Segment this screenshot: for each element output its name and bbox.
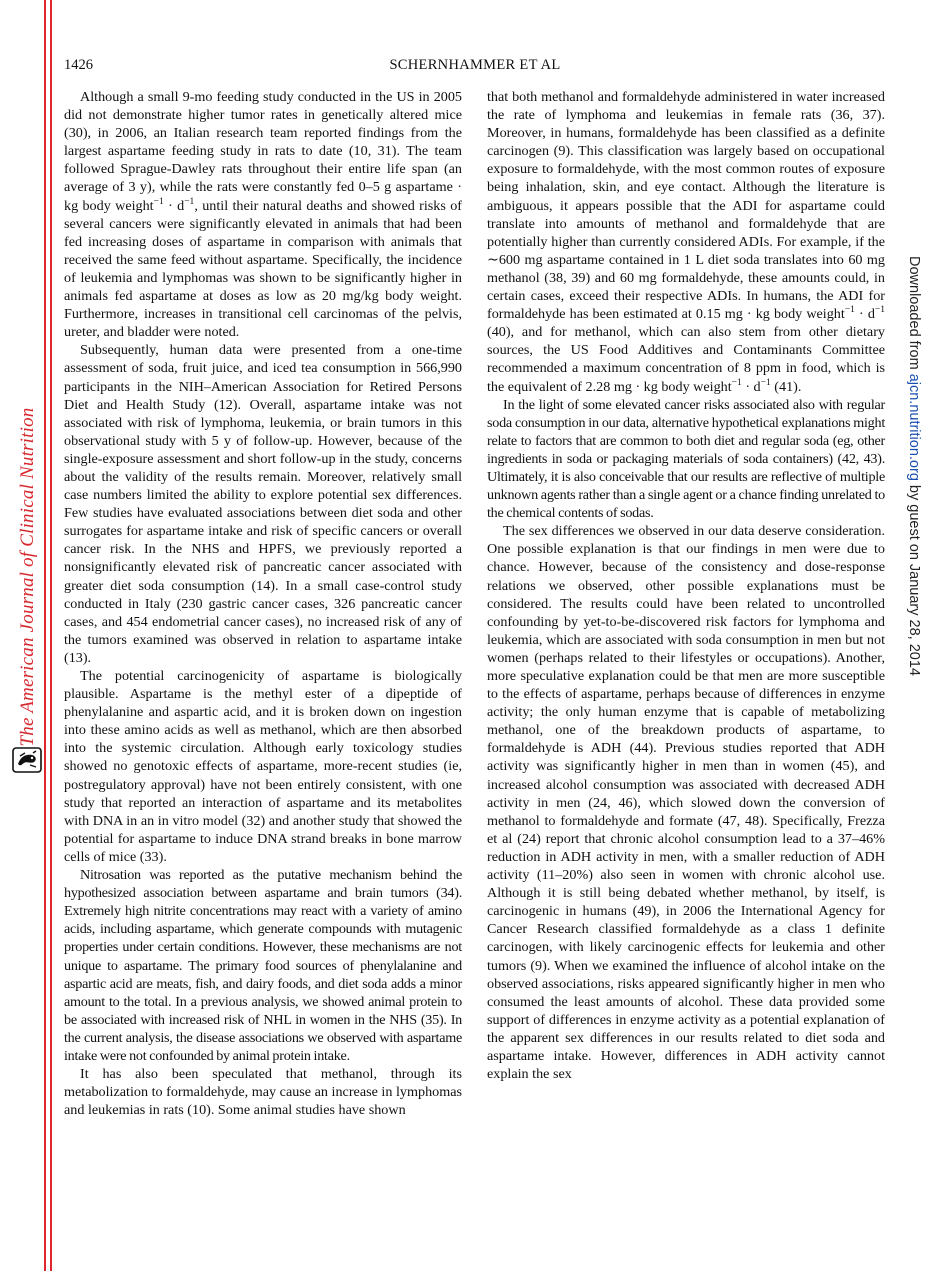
journal-name-vertical: The American Journal of Clinical Nutrition	[17, 407, 38, 747]
left-column	[64, 88, 462, 1119]
page-number: 1426	[64, 57, 93, 73]
paragraph: The potential carcinogenicity of aspartame is biologically plausible. Aspartame is the methyl ester of a dipeptide of phenylalanine and aspartic acid, and it is broken down on ingestion into these amino acids as well as methanol, which are then absorbed into the systemic circulation. Although early toxicology studies showed no genotoxic effects of aspartame, more-recent studies (ie, postregulatory approval) have not been entirely consistent, with one study that reported an interaction of aspartame and its metabolites with DNA in an in vitro model (32) and another study that showed the potential for aspartame to induce DNA strand breaks in bone marrow cells of mice (33).	[64, 668, 462, 865]
right-column	[487, 88, 885, 1083]
watermark-suffix: by guest on January 28, 2014	[906, 480, 922, 676]
watermark-prefix: Downloaded from	[906, 256, 922, 374]
ajcn-logo-icon	[12, 747, 42, 773]
red-margin-rule	[44, 0, 46, 1271]
download-watermark	[906, 256, 922, 676]
paragraph: In the light of some elevated cancer risks associated also with regular soda consumption in our data, alternative hypothetical explanations might relate to factors that are common to both diet and regular soda (eg, other ingredients in soda or packaging materials of soda containers) (42, 43). Ultimately, it is also conceivable that our results are reflective of multiple unknown agents rather than a single agent or a chance finding unrelated to the chemical contents of sodas.	[487, 396, 885, 522]
paragraph: that both methanol and formaldehyde administered in water increased the rate of lymphoma and leukemias in female rats (36, 37). Moreover, in humans, formaldehyde has been classified as a definite carcinogen (9). This classification was largely based on occupational exposure to formaldehyde, with the most common routes of exposure being inhalation, skin, and eye contact. Although the literature is ambiguous, it appears possible that the ADI for aspartame could translate into amounts of methanol and formaldehyde that are potentially higher than currently considered ADIs. For example, if the ∼600 mg aspartame contained in 1 L diet soda translates into 60 mg methanol (38, 39) and 60 mg formaldehyde, these amounts could, in certain cases, exceed their respective ADIs. In humans, the ADI for formaldehyde has been estimated at 0.15 mg · kg body weight$^{-1}$ · $d^{-1}$ (40), and for methanol, which can also stem from other dietary sources, the US Food Additives and Contaminants Committee recommended a maximum concentration of 8 ppm in food, which is the equivalent of 2.28 mg · kg body weight$^{-1}$ · $d^{-1}$ (41).	[487, 89, 885, 395]
paragraph: The sex differences we observed in our data deserve consideration. One possible explanation is that our findings in men were due to chance. However, because of the consistency and dose-response relations we observed, other possible explanations must be considered. The results could have been related to uncontrolled confounding by yet-to-be-discovered risk factors for lymphoma and leukemia, which are associated with soda consumption in men but not women (perhaps related to their lifestyles or occupations). Another, more speculative explanation could be that men are more susceptible to the effects of aspartame, perhaps because of differences in enzyme activity; the only human enzyme that is capable of metabolizing methanol, one of the breakdown products of aspartame, to formaldehyde is ADH (44). Previous studies reported that ADH activity was significantly higher in men than in women (45), and increased alcohol consumption was associated with decreased ADH activity in men (24, 46), which slowed down the conversion of methanol to formaldehyde and formate (47, 48). Specifically, Frezza et al (24) report that chronic alcohol consumption lead to a 37–46% reduction in ADH activity in men, with a smaller reduction of ADH activity (11–20%) also seen in women with chronic alcohol use. Although it is still being debated whether methanol, by itself, is carcinogenic in humans (49), in 2006 the International Agency for Cancer Research classified formaldehyde as a class 1 definite carcinogen, with likely carcinogenic effects for leukemia and other tumors (9). When we examined the influence of alcohol intake on the observed associations, risks appeared significantly higher in men who consumed the least amounts of alcohol. These data provided some support of differences in enzyme activity as a potential explanation of the apparent sex differences in our results related to diet soda and aspartame intake. However, differences in ADH activity cannot explain the sex	[487, 523, 885, 1083]
paragraph: It has also been speculated that methanol, through its metabolization to formaldehyde, may cause an increase in lymphomas and leukemias in rats (10). Some animal studies have shown	[64, 1066, 462, 1119]
running-head: SCHERNHAMMER ET AL	[389, 57, 561, 73]
paragraph: Nitrosation was reported as the putative mechanism behind the hypothesized association between aspartame and brain tumors (34). Extremely high nitrite concentrations may react with a variety of amino acids, including aspartame, which generate compounds with mutagenic properties under certain conditions. However, these mechanisms are not unique to aspartame. The primary food sources of phenylalanine and aspartic acid are meats, fish, and dairy foods, and diet soda adds a minor amount to the total. In a previous analysis, we showed animal protein to be associated with increased risk of NHL in women in the NHS (35). In the current analysis, the disease associations we observed with aspartame intake were not confounded by animal protein intake.	[64, 867, 462, 1064]
ajcn-site-link[interactable]: ajcn.nutrition.org	[906, 373, 922, 481]
red-margin-rule-inner	[50, 0, 52, 1271]
paragraph: Although a small 9-mo feeding study conducted in the US in 2005 did not demonstrate higher tumor rates in genetically altered mice (30), in 2006, an Italian research team reported findings from the largest aspartame feeding study in rats to date (10, 31). The team followed Sprague-Dawley rats throughout their entire life span (an average of 3 y), while the rats were constantly fed 0–5 g aspartame · kg body weight$^{-1}$ · $d^{-1}$, until their natural deaths and showed risks of several cancers were significantly elevated in animals that had been fed increasing doses of aspartame in comparison with animals that received the same feed without aspartame. Specifically, the incidence of leukemia and lymphomas was shown to be significantly higher in animals fed aspartame at doses as low as 20 mg/kg body weight. Furthermore, increases in transitional cell carcinomas of the pelvis, ureter, and bladder were noted.	[64, 89, 462, 341]
paragraph: Subsequently, human data were presented from a one-time assessment of soda, fruit juice, and iced tea consumption in 566,990 participants in the NIH–American Association for Retired Persons Diet and Health Study (12). Overall, aspartame intake was not associated with risk of lymphoma, leukemia, or brain tumors in this observational study with 5 y of follow-up. However, because of the single-exposure assessment and short follow-up in the study, concerns about the validity of the results remain. Moreover, relatively small case numbers limited the ability to explore potential sex differences. Few studies have evaluated associations between diet soda and other surrogates for aspartame intake and risk of specific cancers or overall cancer risk. In the NHS and HPFS, we previously reported a nonsignificantly elevated risk of pancreatic cancer associated with greater diet soda consumption (14). In a small case-control study conducted in Italy (230 gastric cancer cases, 326 pancreatic cancer cases, and 454 endometrial cancer cases), no increased risk of any of the tumors examined was observed in relation to aspartame intake (13).	[64, 342, 462, 666]
